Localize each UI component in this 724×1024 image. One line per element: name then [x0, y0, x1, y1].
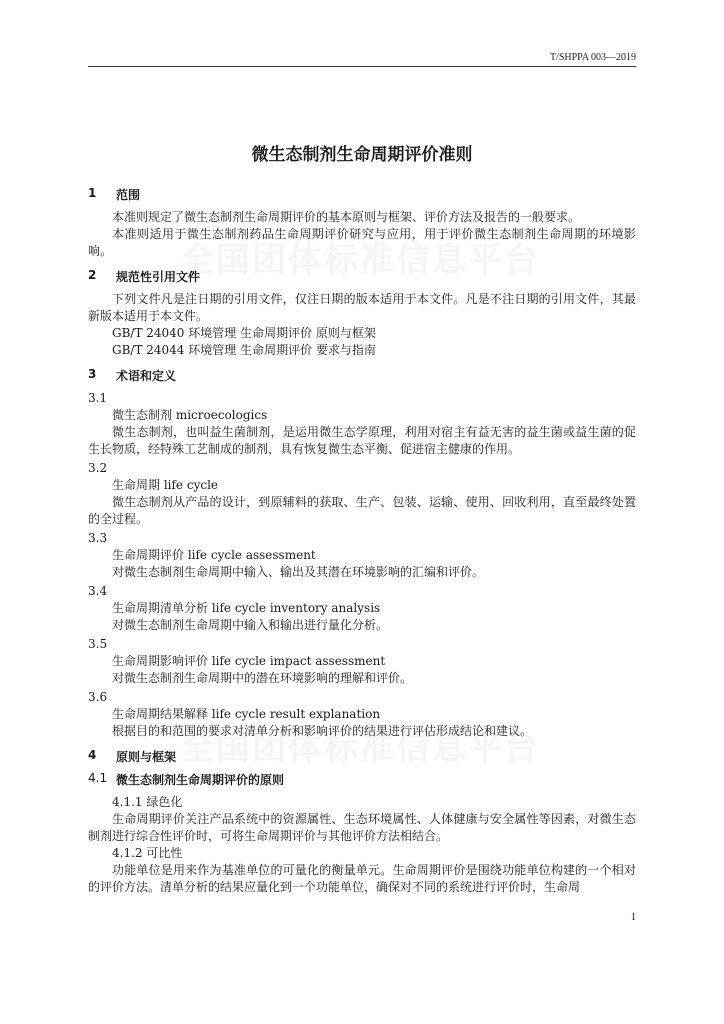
term-definition: 对微生态制剂生命周期中的潜在环境影响的理解和评价。: [112, 671, 413, 685]
term-number: 3.3: [88, 531, 108, 545]
standard-code: T/SHPPA 003—2019: [549, 52, 636, 63]
term-number: 3.6: [88, 690, 108, 704]
paragraph: 功能单位是用来作为基准单位的可量化的衡量单元。生命周期评价是围绕功能单位构建的一个相对的评价方法。清单分析的结果应量化到一个功能单位，确保对不同的系统进行评价时，生命周: [88, 863, 636, 894]
section-number: 3: [88, 367, 97, 381]
paragraph: 生命周期评价关注产品系统中的资源属性、生态环境属性、人体健康与安全属性等因素，对微生态制剂进行综合性评价时，可将生命周期评价与其他评价方法相结合。: [88, 812, 636, 843]
term-name: 微生态制剂 microecologics: [112, 408, 268, 422]
term-name: 生命周期清单分析 life cycle inventory analysis: [112, 601, 381, 615]
term-name: 生命周期评价 life cycle assessment: [112, 548, 316, 562]
document-title: 微生态制剂生命周期评价准则: [251, 145, 473, 165]
section-title: 原则与框架: [116, 750, 177, 764]
term-definition: 对微生态制剂生命周期中输入、输出及其潜在环境影响的汇编和评价。: [112, 565, 485, 579]
term-number: 3.5: [88, 637, 108, 651]
section-number: 2: [88, 268, 97, 282]
section-heading: [88, 268, 636, 285]
section-heading: [88, 367, 636, 384]
term-number: 3.1: [88, 391, 108, 405]
term-name: 生命周期结果解释 life cycle result explanation: [112, 707, 381, 721]
clause-title: 4.1.1 绿色化: [112, 795, 183, 809]
section-title: 范围: [116, 188, 141, 202]
term-definition: 微生态制剂，也叫益生菌制剂，是运用微生态学原理，利用对宿主有益无害的益生菌或益生菌的促生长物质，经特殊工艺制成的制剂，具有恢复微生态平衡、促进宿主健康的作用。: [88, 425, 636, 456]
term-number: 3.2: [88, 461, 108, 475]
subsection-title: 微生态制剂生命周期评价的原则: [116, 773, 285, 787]
term-name: 生命周期 life cycle: [112, 478, 219, 492]
subsection-heading: [88, 771, 636, 788]
term-definition: 微生态制剂从产品的设计，到原辅料的获取、生产、包装、运输、使用、回收利用，直至最终处置的全过程。: [88, 495, 636, 526]
reference-item: GB/T 24044 环境管理 生命周期评价 要求与指南: [112, 343, 376, 357]
section-number: 1: [88, 186, 97, 200]
term-name: 生命周期影响评价 life cycle impact assessment: [112, 654, 386, 668]
reference-item: GB/T 24040 环境管理 生命周期评价 原则与框架: [112, 326, 376, 340]
term-number: 3.4: [88, 584, 108, 598]
section-heading: [88, 748, 636, 765]
section-title: 规范性引用文件: [116, 270, 201, 284]
paragraph: 下列文件凡是注日期的引用文件，仅注日期的版本适用于本文件。凡是不注日期的引用文件，其最新版本适用于本文件。: [88, 292, 636, 323]
document-body: [88, 178, 636, 896]
term-definition: 根据目的和范围的要求对清单分析和影响评价的结果进行评估形成结论和建议。: [112, 724, 533, 738]
section-title: 术语和定义: [116, 369, 177, 383]
paragraph: 本准则适用于微生态制剂药品生命周期评价研究与应用，用于评价微生态制剂生命周期的环境影响。: [88, 227, 636, 258]
subsection-number: 4.1: [88, 771, 108, 785]
section-number: 4: [88, 748, 97, 762]
clause-title: 4.1.2 可比性: [112, 846, 183, 860]
paragraph: 本准则规定了微生态制剂生命周期评价的基本原则与框架、评价方法及报告的一般要求。: [112, 210, 581, 224]
section-heading: [88, 186, 636, 203]
header-rule: [88, 66, 636, 67]
page-number: 1: [631, 912, 636, 923]
term-definition: 对微生态制剂生命周期中输入和输出进行量化分析。: [112, 618, 389, 632]
